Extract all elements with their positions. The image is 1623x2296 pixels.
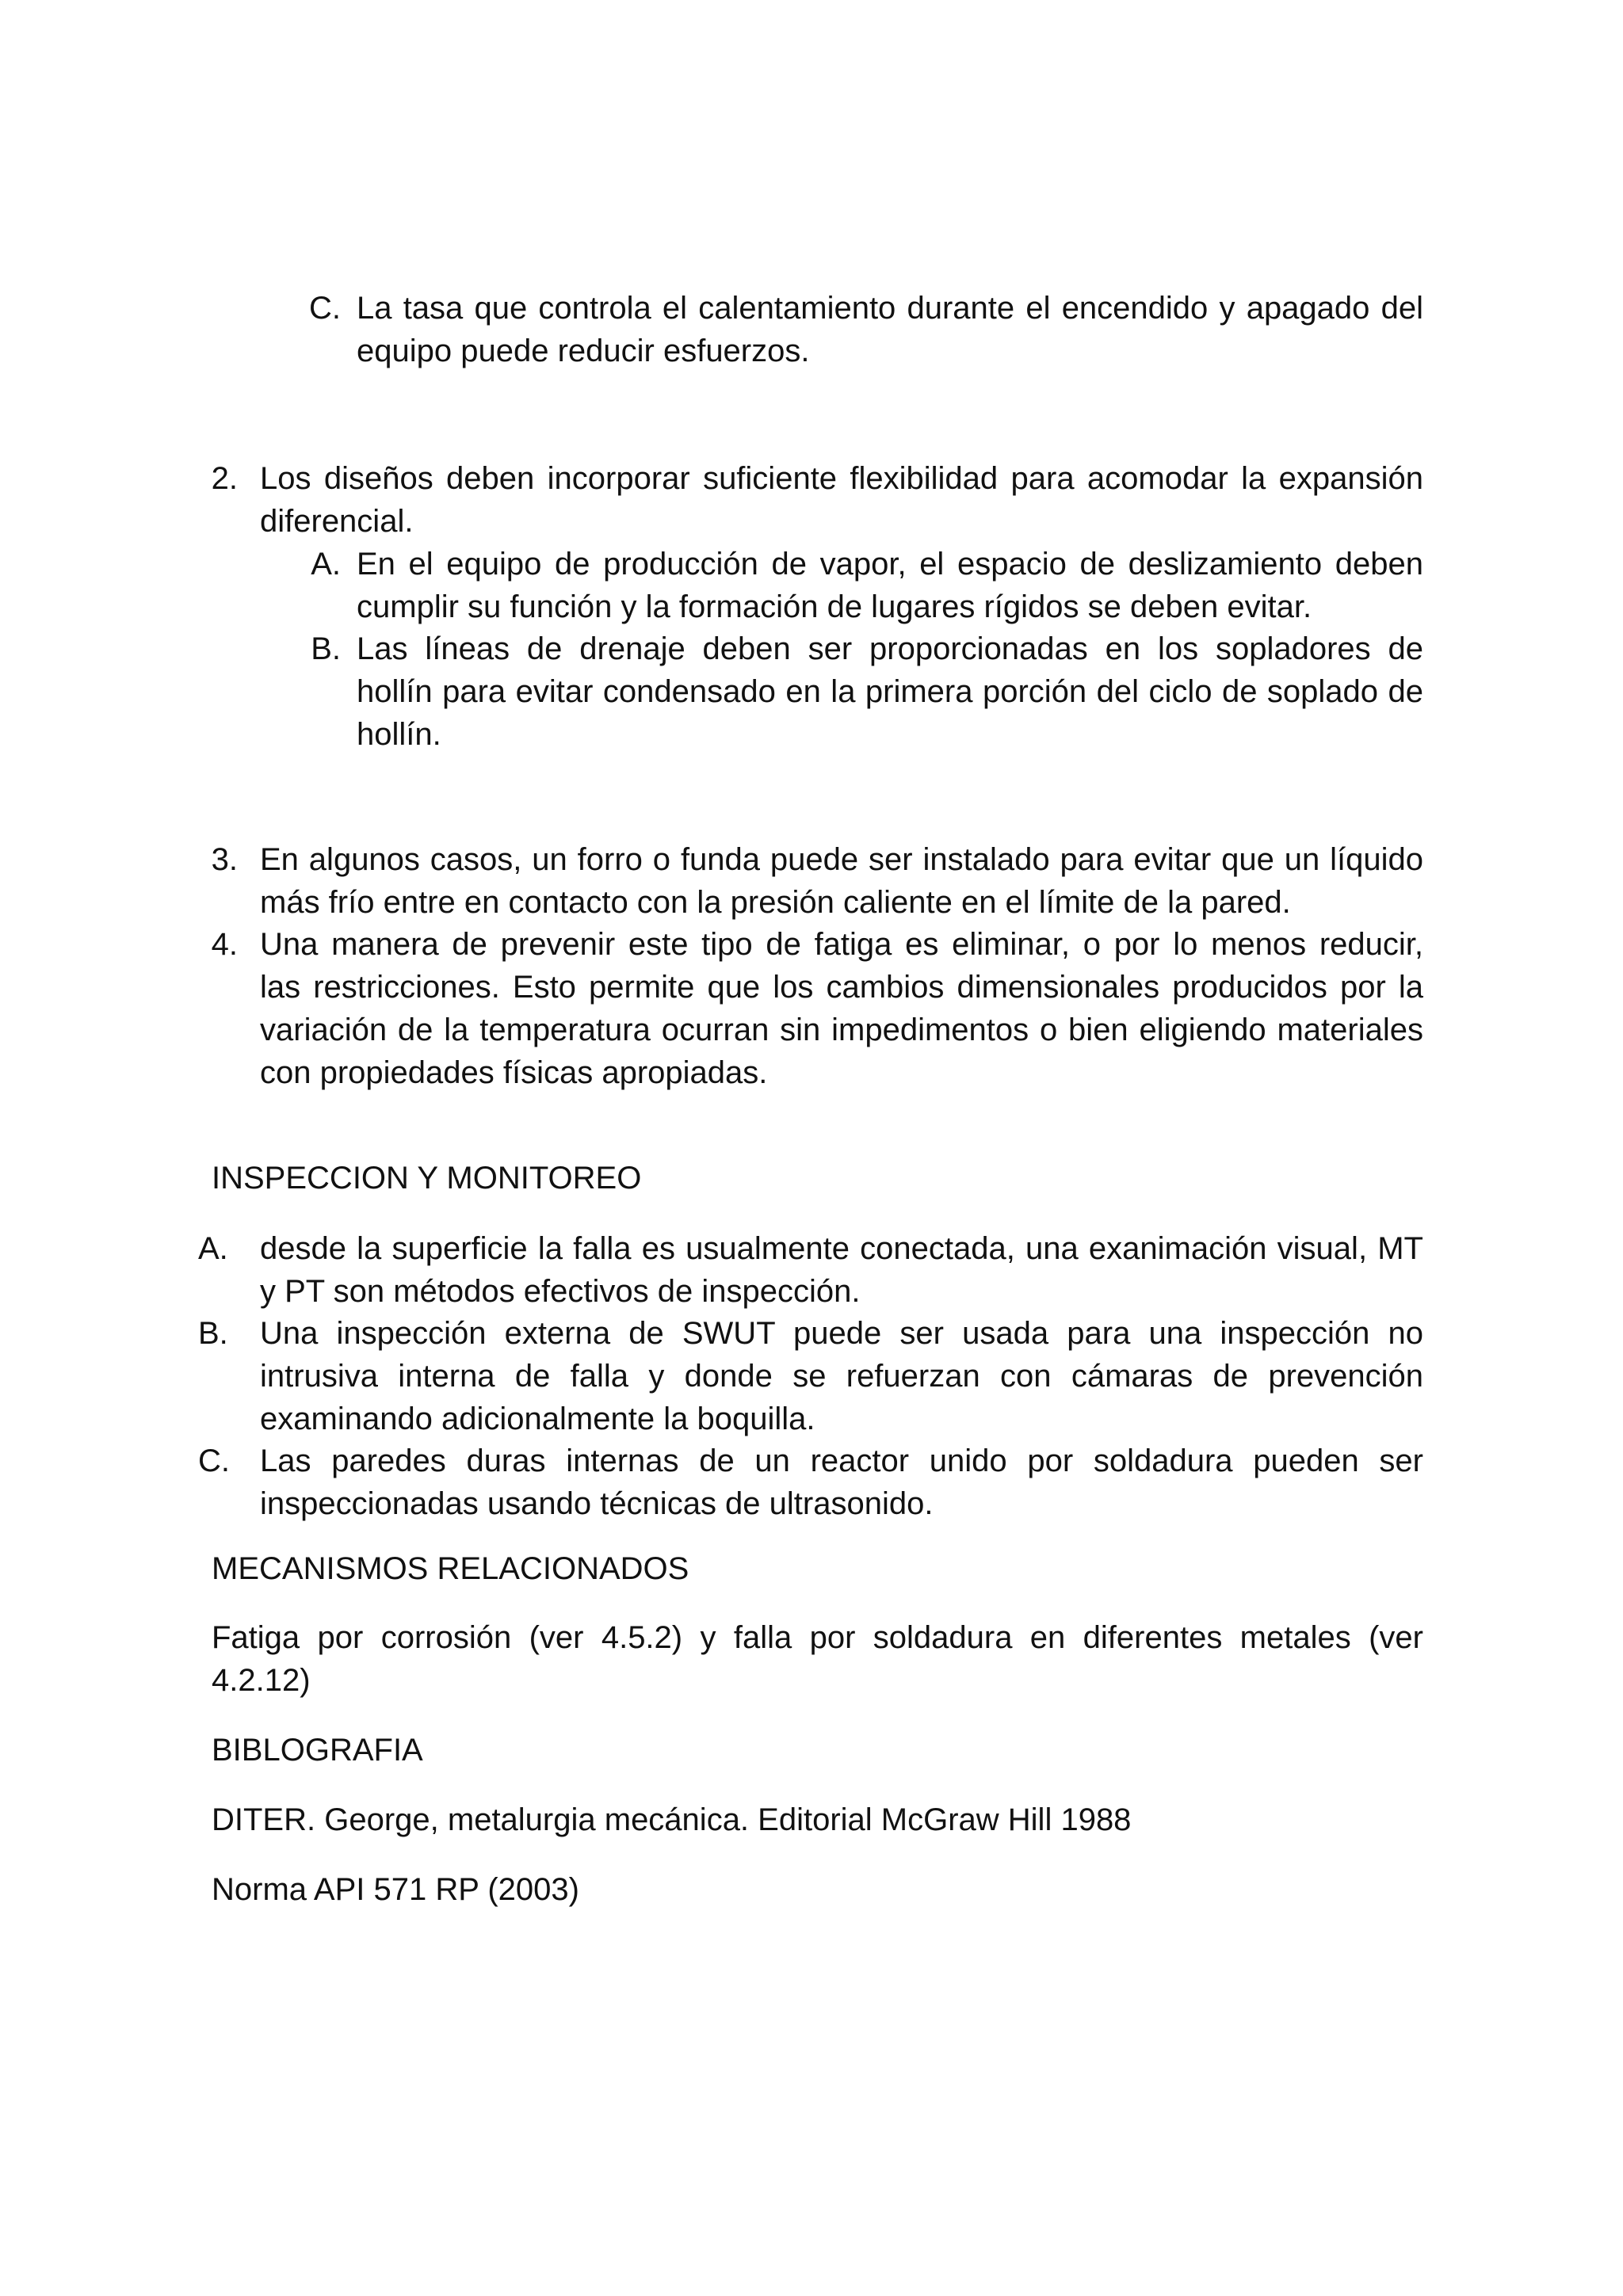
list-marker-insp-a: A. <box>198 1231 228 1266</box>
bibliography-reference-2: Norma API 571 RP (2003) <box>212 1872 579 1907</box>
text-line: las restricciones. Esto permite que los cambios dimensionales producidos por la <box>260 970 1423 1005</box>
text-line: La tasa que controla el calentamiento durante el encendido y apagado del <box>357 291 1423 326</box>
text-line: Una manera de prevenir este tipo de fatiga es eliminar, o por lo menos reducir, <box>260 927 1423 962</box>
list-marker-insp-c: C. <box>198 1444 230 1478</box>
list-item-2-flexibility <box>260 457 1423 543</box>
list-item-c-heating-rate <box>357 287 1423 372</box>
list-marker-2b: B. <box>311 631 341 666</box>
list-marker-2a: A. <box>311 547 341 582</box>
text-line: Una inspección externa de SWUT puede ser usada para una inspección no <box>260 1316 1423 1351</box>
text-line: equipo puede reducir esfuerzos. <box>357 334 810 368</box>
text-line: cumplir su función y la formación de lugares rígidos se deben evitar. <box>357 589 1312 624</box>
mecanismos-paragraph <box>212 1616 1423 1702</box>
list-item-4-restrictions <box>260 923 1423 1094</box>
text-line: En algunos casos, un forro o funda puede ser instalado para evitar que un líquido <box>260 842 1423 877</box>
text-line: examinando adicionalmente la boquilla. <box>260 1402 815 1436</box>
list-item-2b-drain-lines <box>357 627 1423 756</box>
list-item-2a-steam-equipment <box>357 543 1423 628</box>
list-marker-4: 4. <box>211 927 238 962</box>
text-line: 4.2.12) <box>212 1663 311 1698</box>
text-line: y PT son métodos efectivos de inspección. <box>260 1274 861 1309</box>
section-heading-bibliografia: BIBLOGRAFIA <box>212 1733 423 1768</box>
text-line: hollín. <box>357 717 441 752</box>
list-marker-insp-b: B. <box>198 1316 228 1351</box>
text-line: diferencial. <box>260 504 414 539</box>
text-line: intrusiva interna de falla y donde se refuerzan con cámaras de prevención <box>260 1359 1423 1394</box>
text-line: hollín para evitar condensado en la primera porción del ciclo de soplado de <box>357 674 1423 709</box>
text-line: Los diseños deben incorporar suficiente flexibilidad para acomodar la expansión <box>260 461 1423 496</box>
list-marker-c: C. <box>309 291 341 326</box>
text-line: Las líneas de drenaje deben ser proporcionadas en los sopladores de <box>357 631 1423 666</box>
section-heading-inspeccion: INSPECCION Y MONITOREO <box>212 1161 642 1196</box>
text-line: En el equipo de producción de vapor, el espacio de deslizamiento deben <box>357 547 1423 582</box>
section-heading-mecanismos: MECANISMOS RELACIONADOS <box>212 1551 689 1586</box>
text-line: con propiedades físicas apropiadas. <box>260 1055 768 1090</box>
bibliography-reference-1: DITER. George, metalurgia mecánica. Editorial McGraw Hill 1988 <box>212 1802 1132 1837</box>
text-line: Fatiga por corrosión (ver 4.5.2) y falla por soldadura en diferentes metales (ver <box>212 1620 1423 1655</box>
text-line: variación de la temperatura ocurran sin impedimentos o bien eligiendo materiales <box>260 1013 1423 1047</box>
text-line: desde la superficie la falla es usualmente conectada, una exanimación visual, MT <box>260 1231 1423 1266</box>
list-item-insp-b-swut <box>260 1312 1423 1440</box>
list-item-insp-a-visual <box>260 1227 1423 1313</box>
text-line: más frío entre en contacto con la presión caliente en el límite de la pared. <box>260 885 1291 920</box>
list-item-insp-c-ultrasound <box>260 1440 1423 1525</box>
text-line: inspeccionadas usando técnicas de ultrasonido. <box>260 1486 934 1521</box>
text-line: Las paredes duras internas de un reactor unido por soldadura pueden ser <box>260 1444 1423 1478</box>
list-marker-2: 2. <box>211 461 238 496</box>
list-item-3-liner <box>260 838 1423 924</box>
list-marker-3: 3. <box>211 842 238 877</box>
